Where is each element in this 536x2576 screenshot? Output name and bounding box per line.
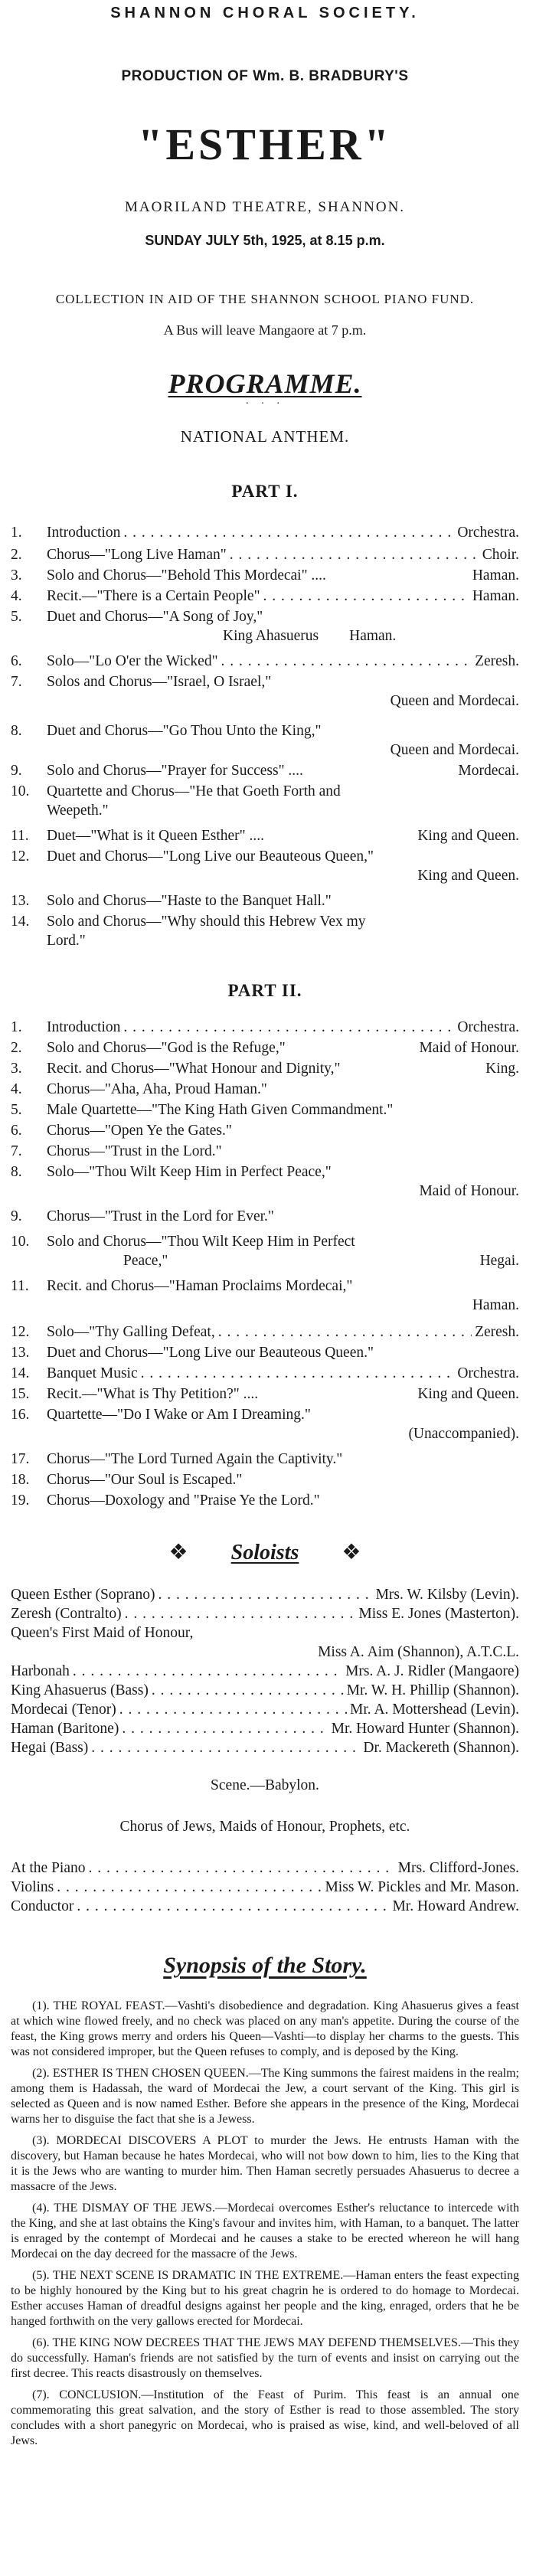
list-item xyxy=(11,1162,519,1201)
item-performer-2: Haman. xyxy=(349,628,397,644)
staff-row xyxy=(11,1858,519,1878)
item-title: Solo and Chorus—"God is the Refuge," xyxy=(47,1040,286,1056)
dot-leader xyxy=(141,1364,455,1383)
item-number: 10. xyxy=(11,783,30,799)
item-performer: Choir. xyxy=(482,547,519,563)
item-number: 3. xyxy=(11,1061,22,1077)
list-item xyxy=(11,847,519,885)
bus-notice: A Bus will leave Mangaore at 7 p.m. xyxy=(163,322,367,338)
list-item xyxy=(11,587,519,606)
item-title: Duet and Chorus—"A Song of Joy," xyxy=(47,609,263,625)
dot-leader xyxy=(122,1719,328,1738)
item-title: Recit. and Chorus—"What Honour and Dignity," xyxy=(47,1061,341,1077)
item-title: Solo and Chorus—"Behold This Mordecai" .... xyxy=(47,567,326,584)
staff-name: Mrs. Clifford-Jones. xyxy=(397,1860,519,1876)
soloists-heading: Soloists xyxy=(230,1541,299,1564)
item-title: Solos and Chorus—"Israel, O Israel," xyxy=(47,674,272,690)
soloist-role: Haman (Baritone) xyxy=(11,1721,119,1737)
soloist-role: Hegai (Bass) xyxy=(11,1740,89,1756)
item-title: Chorus—"Long Live Haman" xyxy=(47,547,227,563)
item-title: Solo—"Thou Wilt Keep Him in Perfect Peace," xyxy=(47,1164,332,1180)
dot-leader xyxy=(123,523,454,542)
soloist-row xyxy=(11,1662,519,1681)
item-performer: (Unaccompanied). xyxy=(408,1426,519,1442)
list-item xyxy=(11,545,519,564)
item-title: Chorus—"Aha, Aha, Proud Haman." xyxy=(47,1081,267,1097)
item-title-cont: Lord." xyxy=(47,933,86,949)
soloist-row xyxy=(11,1681,519,1700)
item-performer: King and Queen. xyxy=(417,868,519,884)
item-performer: Haman. xyxy=(472,588,519,604)
item-number: 6. xyxy=(11,1123,22,1139)
soloists-header xyxy=(11,1541,519,1565)
dot-leader xyxy=(218,1322,472,1342)
item-title: Solo and Chorus—"Prayer for Success" .... xyxy=(47,763,303,779)
list-item xyxy=(11,912,519,950)
soloist-row xyxy=(11,1700,519,1719)
dot-leader xyxy=(221,652,472,671)
venue: MAORILAND THEATRE, SHANNON. xyxy=(124,199,406,215)
item-number: 13. xyxy=(11,893,30,909)
list-item xyxy=(11,826,519,845)
staff-row xyxy=(11,1897,519,1916)
item-title: Duet and Chorus—"Long Live our Beauteous Queen," xyxy=(47,848,374,865)
staff-name: Miss W. Pickles and Mr. Mason. xyxy=(325,1879,519,1895)
item-number: 10. xyxy=(11,1234,30,1250)
item-number: 2. xyxy=(11,547,22,563)
synopsis-paragraph: (6). THE KING NOW DECREES THAT THE JEWS MAY DEFEND THEMSELVES.—This they do successfully. Haman's friends are not satisfied by the turn of events and insist on carrying out the first decree. This reacts disastrously on themselves. xyxy=(11,2336,519,2380)
part-2-list xyxy=(11,1018,519,1510)
soloist-role: Queen's First Maid of Honour, xyxy=(11,1625,194,1641)
item-number: 6. xyxy=(11,653,22,669)
item-title: Banquet Music xyxy=(47,1365,138,1381)
list-item xyxy=(11,523,519,542)
item-number: 7. xyxy=(11,674,22,690)
item-performer: Zeresh. xyxy=(475,1324,519,1340)
list-item xyxy=(11,761,519,780)
list-item xyxy=(11,1277,519,1315)
item-performer: Mordecai. xyxy=(458,763,519,779)
list-item xyxy=(11,891,519,910)
list-item xyxy=(11,1207,519,1226)
list-item xyxy=(11,1322,519,1342)
dot-leader xyxy=(123,1018,454,1037)
item-number: 4. xyxy=(11,588,22,604)
item-number: 12. xyxy=(11,1324,30,1340)
item-number: 18. xyxy=(11,1472,30,1488)
production-line: PRODUCTION OF Wm. B. BRADBURY'S xyxy=(121,68,409,84)
item-performer: Queen and Mordecai. xyxy=(390,742,519,758)
item-title-cont: Weepeth." xyxy=(47,803,109,819)
dot-leader xyxy=(158,1585,372,1604)
item-number: 3. xyxy=(11,567,22,584)
programme-dots: · · · xyxy=(245,398,285,410)
item-performer: King Ahasuerus xyxy=(223,628,319,644)
item-title: Introduction xyxy=(47,525,121,541)
list-item xyxy=(11,1121,519,1140)
item-number: 11. xyxy=(11,828,29,844)
synopsis-paragraph: (1). THE ROYAL FEAST.—Vashti's disobedience and degradation. King Ahasuerus gives a feast at which wine flowed freely, and no check was placed on any man's appetite. During the course of the feast, the King grows merry and orders his Queen—Vashti—to display her charms to the guests. This was not considered improper, but the Queen refuses to comply, and is deposed by the King. xyxy=(11,1999,519,2058)
show-title: "ESTHER" xyxy=(138,119,392,169)
soloist-role: King Ahasuerus (Bass) xyxy=(11,1682,149,1698)
item-number: 9. xyxy=(11,763,22,779)
list-item xyxy=(11,1080,519,1099)
staff-role: Conductor xyxy=(11,1898,74,1914)
item-title: Duet and Chorus—"Long Live our Beauteous Queen." xyxy=(47,1345,374,1361)
item-performer: Orchestra. xyxy=(457,1019,519,1035)
dot-leader xyxy=(230,545,479,564)
item-number: 5. xyxy=(11,1102,22,1118)
item-title: Duet—"What is it Queen Esther" .... xyxy=(47,828,264,844)
ornament-left-icon: ❖ xyxy=(168,1541,188,1564)
dot-leader xyxy=(77,1897,389,1916)
dot-leader xyxy=(89,1858,395,1878)
item-number: 12. xyxy=(11,848,30,865)
item-number: 5. xyxy=(11,609,22,625)
soloist-role: Mordecai (Tenor) xyxy=(11,1702,116,1718)
soloist-name: Miss E. Jones (Masterton). xyxy=(358,1606,519,1622)
item-number: 9. xyxy=(11,1208,22,1224)
soloist-name: Mr. Howard Hunter (Shannon). xyxy=(331,1721,519,1737)
item-title: Solo and Chorus—"Why should this Hebrew Vex my xyxy=(47,914,366,930)
item-title: Recit.—"What is Thy Petition?" .... xyxy=(47,1386,259,1402)
programme-heading: PROGRAMME. xyxy=(168,368,362,399)
synopsis-heading: Synopsis of the Story. xyxy=(163,1953,367,1978)
part-2-heading: PART II. xyxy=(227,981,302,1000)
item-performer: Orchestra. xyxy=(457,1365,519,1381)
soloist-row-cont xyxy=(11,1643,519,1662)
item-performer: Hegai. xyxy=(479,1253,519,1269)
item-number: 1. xyxy=(11,1019,22,1035)
item-performer: Maid of Honour. xyxy=(419,1183,519,1199)
collection-notice: COLLECTION IN AID OF THE SHANNON SCHOOL PIANO FUND. xyxy=(55,292,475,306)
dot-leader xyxy=(152,1681,344,1700)
item-number: 4. xyxy=(11,1081,22,1097)
staff-role: At the Piano xyxy=(11,1860,86,1876)
part-1-heading: PART I. xyxy=(231,482,299,501)
part-1-list xyxy=(11,523,519,950)
item-title: Solo—"Thy Galling Defeat, xyxy=(47,1324,215,1340)
item-performer: Queen and Mordecai. xyxy=(390,693,519,709)
item-performer: Orchestra. xyxy=(457,525,519,541)
item-title: Chorus—"Open Ye the Gates." xyxy=(47,1123,232,1139)
list-item xyxy=(11,1470,519,1489)
national-anthem: NATIONAL ANTHEM. xyxy=(180,427,350,446)
item-title: Chorus—Doxology and "Praise Ye the Lord." xyxy=(47,1492,320,1509)
list-item xyxy=(11,1038,519,1058)
chorus-line: Chorus of Jews, Maids of Honour, Prophets, etc. xyxy=(119,1819,410,1835)
item-performer: King and Queen. xyxy=(417,1386,519,1402)
list-item xyxy=(11,1491,519,1510)
soloist-role: Zeresh (Contralto) xyxy=(11,1606,122,1622)
item-number: 2. xyxy=(11,1040,22,1056)
item-performer: Zeresh. xyxy=(475,653,519,669)
soloist-role: Harbonah xyxy=(11,1663,70,1679)
staff-list xyxy=(11,1858,519,1916)
list-item xyxy=(11,1450,519,1469)
staff-name: Mr. Howard Andrew. xyxy=(392,1898,519,1914)
soloist-name: Mr. W. H. Phillip (Shannon). xyxy=(346,1682,519,1698)
list-item xyxy=(11,566,519,585)
list-item xyxy=(11,1100,519,1120)
list-item xyxy=(11,721,519,760)
item-number: 15. xyxy=(11,1386,30,1402)
list-item xyxy=(11,782,519,820)
item-title: Quartette and Chorus—"He that Goeth Forth and xyxy=(47,783,341,799)
soloists-list xyxy=(11,1585,519,1757)
item-title: Solo and Chorus—"Haste to the Banquet Hall." xyxy=(47,893,332,909)
synopsis-paragraph: (7). CONCLUSION.—Institution of the Feast of Purim. This feast is an annual one commemorating this great salvation, and the story of Esther is read to those assembled. The story concludes with a short panegyric on Mordecai, who is praised as wise, kind, and well-beloved of all Jews. xyxy=(11,2388,519,2447)
item-title: Introduction xyxy=(47,1019,121,1035)
item-number: 14. xyxy=(11,1365,30,1381)
list-item xyxy=(11,1343,519,1362)
soloist-role: Queen Esther (Soprano) xyxy=(11,1587,155,1603)
item-performer: Haman. xyxy=(472,567,519,584)
item-title: Chorus—"The Lord Turned Again the Captivity." xyxy=(47,1451,343,1467)
item-title: Chorus—"Trust in the Lord for Ever." xyxy=(47,1208,274,1224)
item-number: 1. xyxy=(11,525,22,541)
soloist-row xyxy=(11,1719,519,1738)
soloist-row xyxy=(11,1738,519,1757)
item-performer: Haman. xyxy=(472,1297,519,1313)
item-number: 17. xyxy=(11,1451,30,1467)
ornament-right-icon: ❖ xyxy=(342,1541,361,1564)
item-number: 19. xyxy=(11,1492,30,1509)
item-title: Solo and Chorus—"Thou Wilt Keep Him in Perfect xyxy=(47,1234,355,1250)
item-performer: King and Queen. xyxy=(417,828,519,844)
list-item xyxy=(11,652,519,671)
soloist-name: Miss A. Aim (Shannon), A.T.C.L. xyxy=(318,1644,519,1660)
item-number: 13. xyxy=(11,1345,30,1361)
soloist-row xyxy=(11,1623,519,1643)
performance-date: SUNDAY JULY 5th, 1925, at 8.15 p.m. xyxy=(145,233,385,248)
item-title: Recit. and Chorus—"Haman Proclaims Mordecai," xyxy=(47,1278,353,1294)
synopsis-paragraph: (2). ESTHER IS THEN CHOSEN QUEEN.—The King summons the fairest maidens in the realm; among them is Hadassah, the ward of Mordecai the Jew, a court servant of the King. This girl is selected as Queen and is now named Esther. Before she appears in the presence of the King, Mordecai warns her to disguise the fact that she is a Jewess. xyxy=(11,2067,519,2126)
list-item xyxy=(11,1384,519,1404)
soloist-name: Dr. Mackereth (Shannon). xyxy=(363,1740,519,1756)
list-item xyxy=(11,607,519,646)
synopsis-paragraph: (4). THE DISMAY OF THE JEWS.—Mordecai overcomes Esther's reluctance to intercede with the King, and she at last obtains the King's favour and invites him, with Haman, to a banquet. The latter is enraged by the contempt of Mordecai and he causes a stake to be erected whereon he will hang Mordecai on the day decreed for the massacre of the Jews. xyxy=(11,2202,519,2261)
item-number: 11. xyxy=(11,1278,29,1294)
list-item xyxy=(11,1018,519,1037)
dot-leader xyxy=(125,1604,356,1623)
soloist-row xyxy=(11,1585,519,1604)
synopsis-body xyxy=(11,1999,519,2449)
dot-leader xyxy=(263,587,469,606)
item-title: Duet and Chorus—"Go Thou Unto the King," xyxy=(47,723,322,739)
item-title: Solo—"Lo O'er the Wicked" xyxy=(47,653,218,669)
item-title: Male Quartette—"The King Hath Given Commandment." xyxy=(47,1102,394,1118)
dot-leader xyxy=(119,1700,347,1719)
soloist-name: Mrs. W. Kilsby (Levin). xyxy=(375,1587,519,1603)
item-title: Chorus—"Trust in the Lord." xyxy=(47,1143,222,1159)
item-title: Chorus—"Our Soul is Escaped." xyxy=(47,1472,243,1488)
staff-row xyxy=(11,1878,519,1897)
item-number: 14. xyxy=(11,914,30,930)
list-item xyxy=(11,1405,519,1443)
soloist-name: Mrs. A. J. Ridler (Mangaore) xyxy=(345,1663,519,1679)
dot-leader xyxy=(73,1662,342,1681)
list-item xyxy=(11,1142,519,1161)
item-title: Quartette—"Do I Wake or Am I Dreaming." xyxy=(47,1407,311,1423)
item-number: 8. xyxy=(11,723,22,739)
dot-leader xyxy=(57,1878,322,1897)
society-name: SHANNON CHORAL SOCIETY. xyxy=(110,5,420,21)
scene-line: Scene.—Babylon. xyxy=(211,1777,319,1793)
list-item xyxy=(11,1364,519,1383)
soloist-name: Mr. A. Mottershead (Levin). xyxy=(350,1702,519,1718)
synopsis-paragraph: (3). MORDECAI DISCOVERS A PLOT to murder the Jews. He entrusts Haman with the discovery, but Haman because he hates Mordecai, who will not bow down to him, lies to the King that it is the Jews who are wanting to murder him. Then Haman secretly persuades Ahasuerus to decree a massacre of the Jews. xyxy=(11,2134,519,2193)
synopsis-paragraph: (5). THE NEXT SCENE IS DRAMATIC IN THE EXTREME.—Haman enters the feast expecting to be highly honoured by the King but to his great chagrin he is ordered to do homage to Mordecai. Esther accuses Haman of dreadful designs against her people and the king, enraged, orders that he be hanged forthwith on the very gallows erected for Mordecai. xyxy=(11,2269,519,2328)
item-number: 7. xyxy=(11,1143,22,1159)
list-item xyxy=(11,672,519,711)
item-number: 16. xyxy=(11,1407,30,1423)
item-title: Recit.—"There is a Certain People" xyxy=(47,588,260,604)
item-performer: King. xyxy=(485,1061,519,1077)
dot-leader xyxy=(91,1738,360,1757)
list-item xyxy=(11,1232,519,1270)
item-title-cont: Peace," xyxy=(123,1253,168,1269)
staff-role: Violins xyxy=(11,1879,54,1895)
item-number: 8. xyxy=(11,1164,22,1180)
list-item xyxy=(11,1059,519,1078)
item-performer: Maid of Honour. xyxy=(419,1040,519,1056)
soloist-row xyxy=(11,1604,519,1623)
